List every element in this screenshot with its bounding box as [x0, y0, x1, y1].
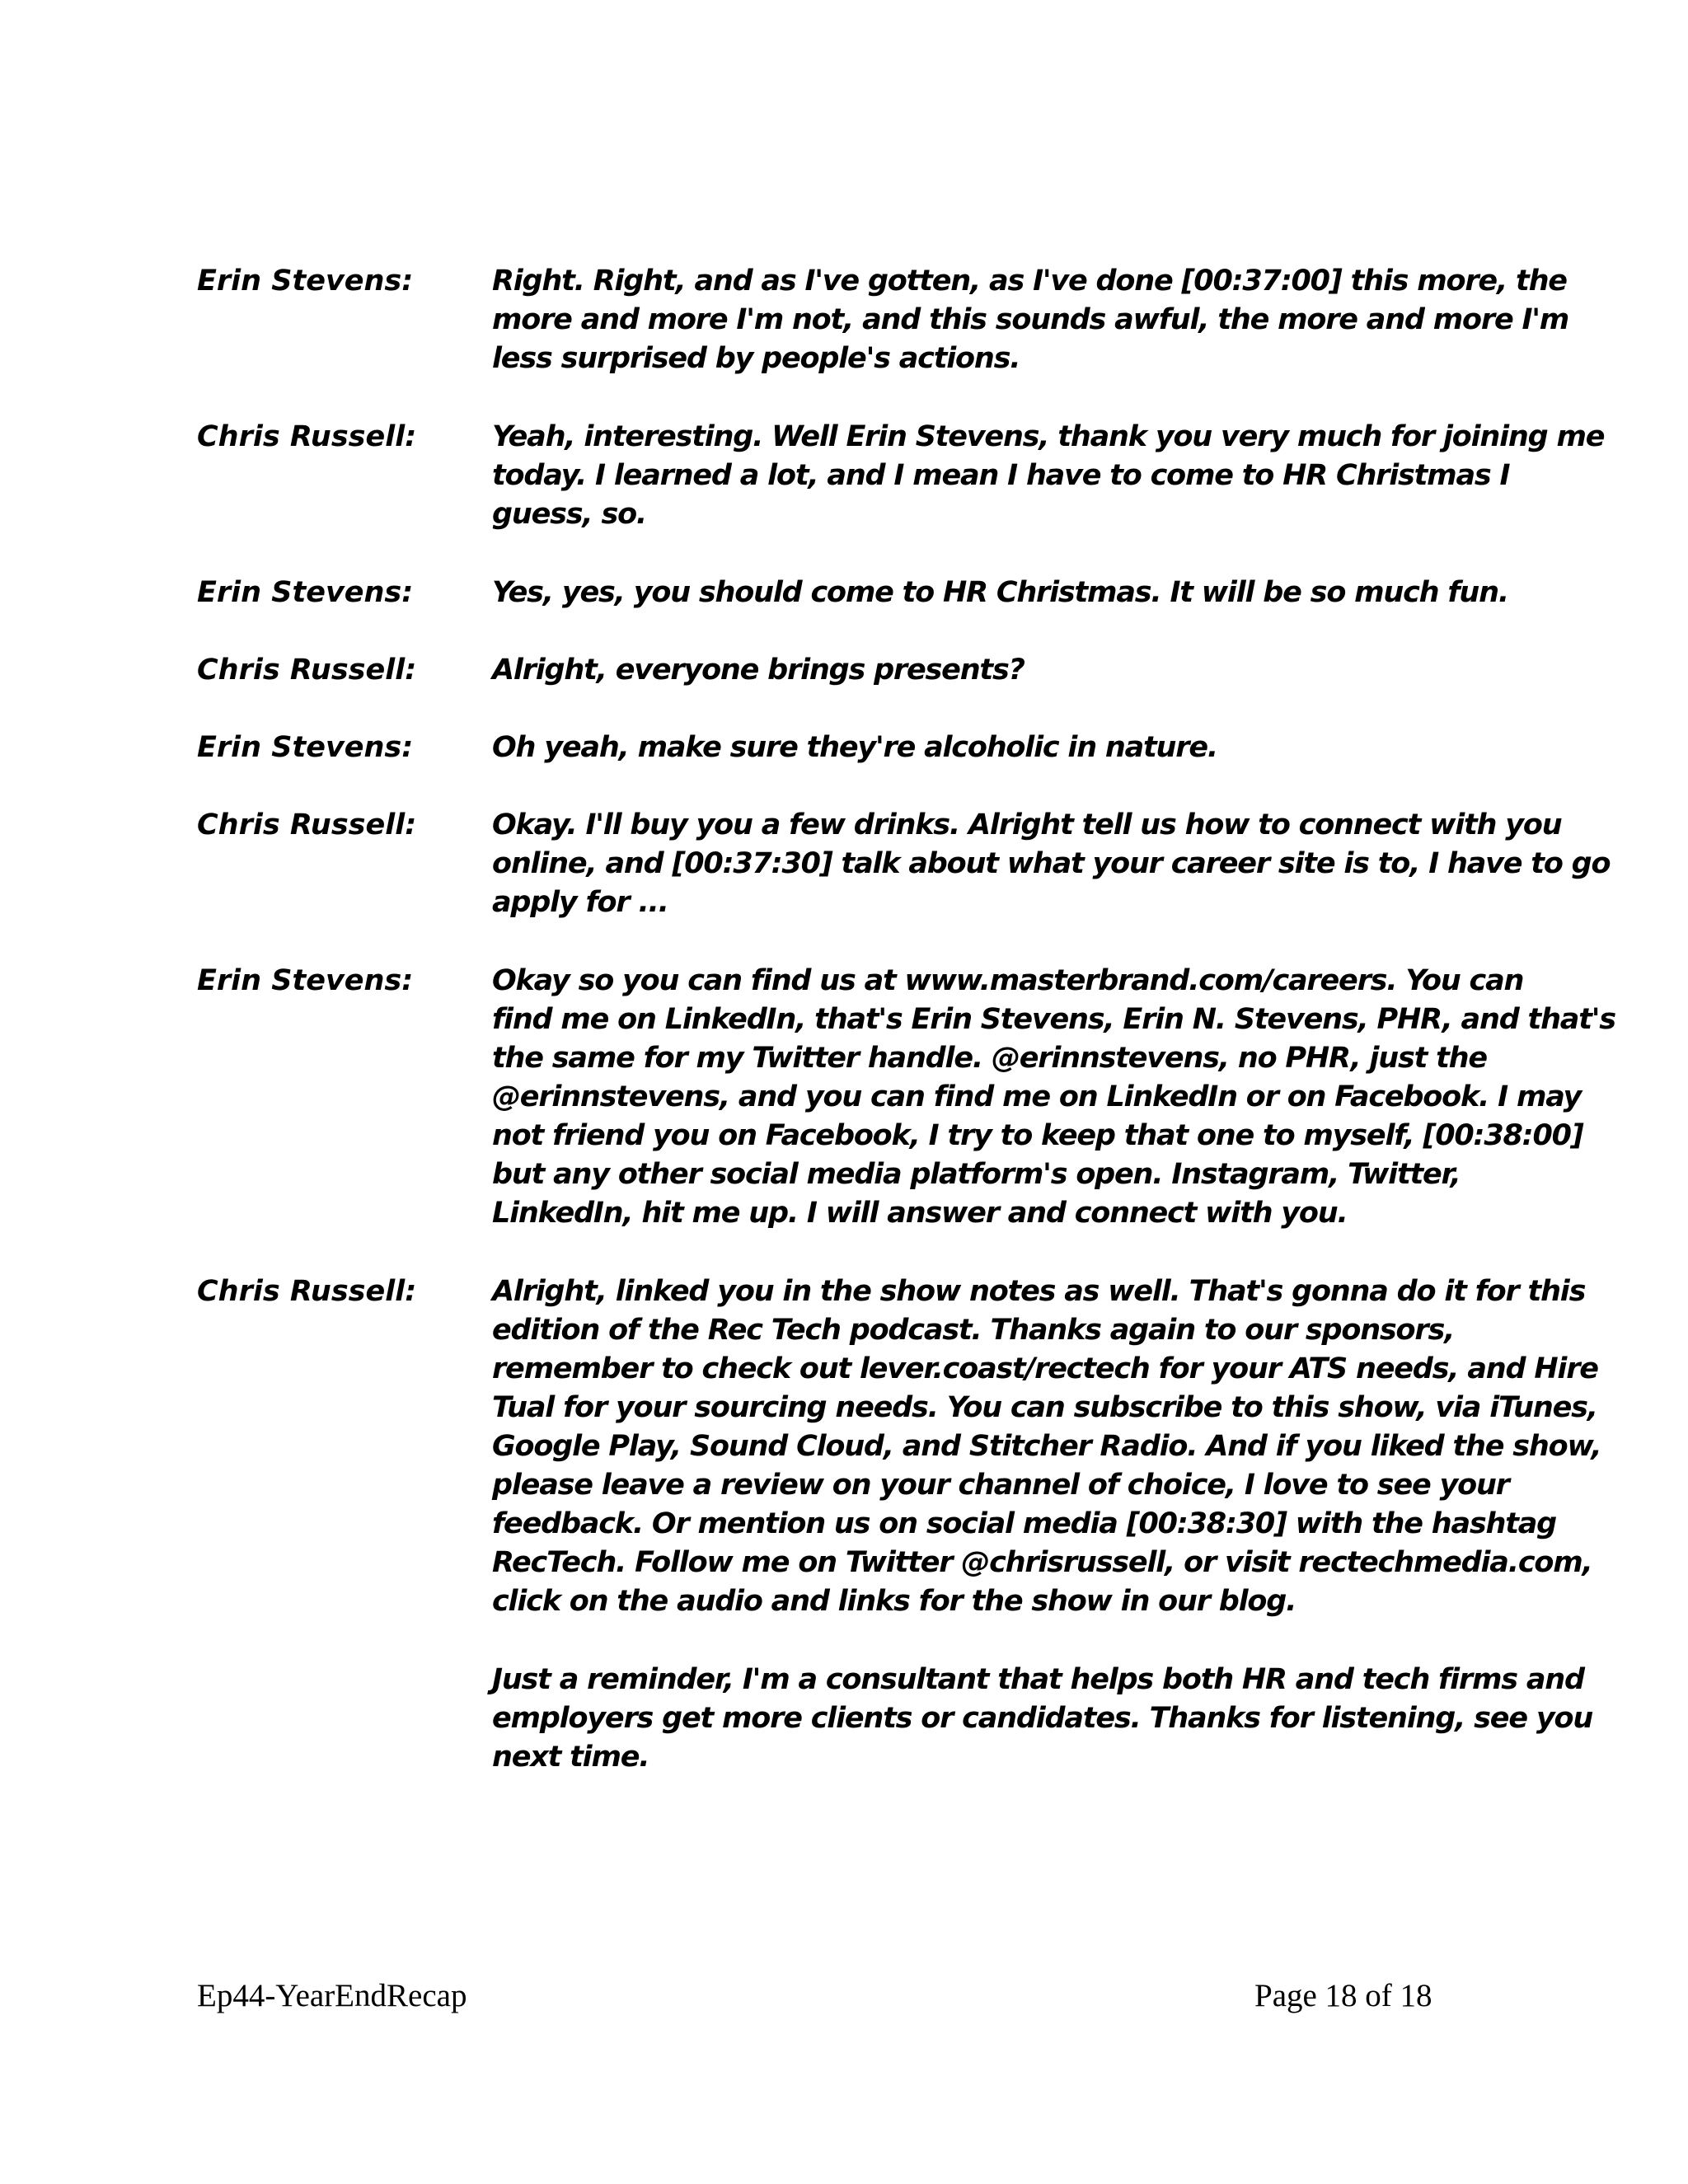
- speaker-name: Chris Russell:: [197, 654, 417, 687]
- utterance-text: [492, 729, 1498, 767]
- speaker-name: Erin Stevens:: [197, 964, 414, 997]
- speaker-name: Erin Stevens:: [197, 265, 414, 298]
- speaker-name: Chris Russell:: [197, 1275, 417, 1308]
- utterance-text: [492, 262, 1569, 378]
- utterance-line: employers get more clients or candidates. Thanks for listening, see you: [492, 1702, 1593, 1735]
- utterance-line: edition of the Rec Tech podcast. Thanks again to our sponsors,: [492, 1314, 1455, 1347]
- utterance-line: but any other social media platform's open. Instagram, Twitter,: [492, 1158, 1461, 1191]
- utterance-text: [492, 651, 1498, 690]
- utterance-line: Alright, linked you in the show notes as well. That's gonna do it for this: [492, 1275, 1586, 1308]
- utterance-line: LinkedIn, hit me up. I will answer and connect with you.: [492, 1197, 1348, 1230]
- utterance-text: [492, 418, 1605, 534]
- utterance-line: next time.: [492, 1741, 649, 1774]
- utterance-line: please leave a review on your channel of choice, I love to see your: [492, 1469, 1509, 1502]
- utterance-line: Right. Right, and as I've gotten, as I've done [00:37:00] this more, the: [492, 265, 1567, 298]
- utterance-line: RecTech. Follow me on Twitter @chrisrussell, or visit rectechmedia.com,: [492, 1546, 1592, 1579]
- utterance-line: Alright, everyone brings presents?: [492, 654, 1025, 687]
- utterance-line: Okay so you can find us at www.masterbrand.com/careers. You can: [492, 964, 1524, 997]
- utterance-line: find me on LinkedIn, that's Erin Stevens, Erin N. Stevens, PHR, and that's: [492, 1003, 1615, 1036]
- utterance-line: the same for my Twitter handle. @erinnstevens, no PHR, just the: [492, 1042, 1487, 1075]
- utterance-line: online, and [00:37:30] talk about what your career site is to, I have to go: [492, 847, 1611, 880]
- utterance-line: guess, so.: [492, 498, 647, 531]
- utterance-line: Tual for your sourcing needs. You can subscribe to this show, via iTunes,: [492, 1391, 1597, 1424]
- speaker-name: Chris Russell:: [197, 420, 417, 453]
- utterance-line: Google Play, Sound Cloud, and Stitcher Radio. And if you liked the show,: [492, 1430, 1601, 1463]
- footer-document-name: Ep44-YearEndRecap: [197, 1978, 467, 2013]
- utterance-line: feedback. Or mention us on social media [00:38:30] with the hashtag: [492, 1507, 1557, 1540]
- utterance-line: more and more I'm not, and this sounds awful, the more and more I'm: [492, 303, 1569, 336]
- utterance-text: [492, 574, 1508, 612]
- utterance-line: Yeah, interesting. Well Erin Stevens, thank you very much for joining me: [492, 420, 1605, 453]
- utterance-line: Yes, yes, you should come to HR Christmas. It will be so much fun.: [492, 576, 1508, 609]
- utterance-line: not friend you on Facebook, I try to keep that one to myself, [00:38:00]: [492, 1119, 1583, 1152]
- speaker-name: Erin Stevens:: [197, 576, 414, 609]
- utterance-text: [492, 962, 1615, 1233]
- utterance-text: [492, 806, 1611, 922]
- utterance-line: Okay. I'll buy you a few drinks. Alright tell us how to connect with you: [492, 808, 1562, 841]
- utterance-line: Just a reminder, I'm a consultant that helps both HR and tech firms and: [492, 1663, 1584, 1696]
- utterance-line: remember to check out lever.coast/rectech for your ATS needs, and Hire: [492, 1352, 1598, 1385]
- utterance-line: less surprised by people's actions.: [492, 342, 1020, 375]
- utterance-line: today. I learned a lot, and I mean I have to come to HR Christmas I: [492, 459, 1510, 492]
- utterance-line: @erinnstevens, and you can find me on LinkedIn or on Facebook. I may: [492, 1080, 1582, 1113]
- utterance-line: click on the audio and links for the show in our blog.: [492, 1585, 1296, 1618]
- speaker-name: Chris Russell:: [197, 808, 417, 841]
- utterance-line: apply for ...: [492, 886, 668, 919]
- utterance-text: [492, 1272, 1601, 1621]
- utterance-line: Oh yeah, make sure they're alcoholic in nature.: [492, 731, 1217, 764]
- footer-page-number: Page 18 of 18: [1254, 1978, 1432, 2013]
- speaker-name: Erin Stevens:: [197, 731, 414, 764]
- utterance-text: [492, 1661, 1593, 1777]
